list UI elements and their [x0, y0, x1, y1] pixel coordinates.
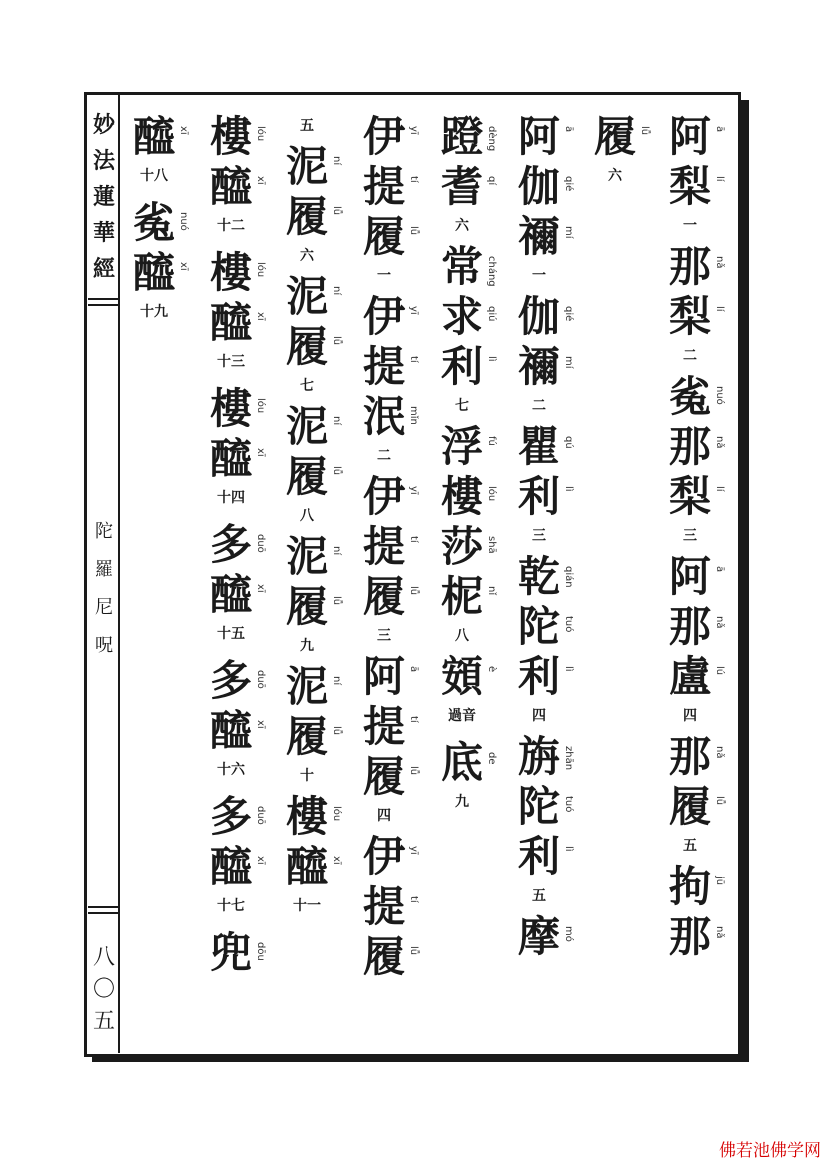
verse-number: 八 — [455, 628, 469, 644]
pinyin-annotation: duō — [255, 670, 266, 689]
dharani-char: 兜 — [209, 928, 252, 977]
verse-number: 五 — [683, 838, 697, 854]
dharani-char: 醯 — [209, 162, 252, 211]
pinyin-annotation: ní — [331, 676, 342, 686]
dharani-char: 伊 — [362, 112, 405, 161]
pinyin-annotation: lǚ — [331, 336, 342, 346]
dharani-char: 拘 — [668, 862, 711, 911]
verse-number: 五 — [532, 888, 546, 904]
pinyin-annotation: lǚ — [331, 596, 342, 606]
dharani-char: 泥 — [285, 402, 328, 451]
verse-number: 十四 — [217, 490, 245, 506]
dharani-char: 泯 — [362, 392, 405, 441]
spine-title-char: 經 — [92, 256, 115, 282]
pinyin-annotation: zhān — [563, 746, 574, 771]
verse-number: 一 — [532, 268, 546, 284]
dharani-char: 醯 — [285, 842, 328, 891]
pinyin-annotation: lì — [563, 846, 574, 852]
spine-rule-bottom-1 — [88, 906, 120, 908]
pinyin-annotation: lì — [486, 356, 497, 362]
dharani-char: 泥 — [285, 142, 328, 191]
verse-number: 十一 — [293, 898, 321, 914]
pinyin-annotation: lí — [714, 176, 725, 182]
pinyin-annotation: nǎ — [714, 926, 725, 939]
pinyin-annotation: dōu — [255, 942, 266, 961]
spine-section-char: 陀 — [95, 521, 113, 542]
pinyin-annotation: lǚ — [331, 726, 342, 736]
spine-page-char: 〇 — [92, 977, 115, 1002]
verse-number: 十二 — [217, 218, 245, 234]
dharani-char: 利 — [517, 832, 560, 881]
dharani-char: 多 — [209, 520, 252, 569]
pinyin-annotation: yī — [408, 126, 419, 135]
dharani-char: 醯 — [209, 298, 252, 347]
pinyin-annotation: lóu — [255, 398, 266, 414]
dharani-char: 利 — [440, 342, 483, 391]
verse-number: 三 — [532, 528, 546, 544]
pinyin-annotation: qián — [563, 566, 574, 588]
verse-number: 六 — [300, 248, 314, 264]
dharani-char: 履 — [668, 782, 711, 831]
verse-number: 十六 — [217, 762, 245, 778]
dharani-char: 柅 — [440, 572, 483, 621]
pinyin-annotation: lóu — [486, 486, 497, 502]
pinyin-annotation: lì — [563, 666, 574, 672]
verse-number: 三 — [377, 628, 391, 644]
dharani-char: 利 — [517, 652, 560, 701]
dharani-char: 履 — [285, 582, 328, 631]
dharani-char: 伊 — [362, 292, 405, 341]
verse-number: 二 — [532, 398, 546, 414]
dharani-char: 泥 — [285, 662, 328, 711]
dharani-char: 摩 — [517, 912, 560, 961]
pinyin-annotation: xī — [255, 584, 266, 593]
spine-section-char: 呪 — [95, 635, 113, 656]
spine-page-char: 五 — [92, 1009, 115, 1034]
spine-rule-top-2 — [88, 304, 120, 306]
pinyin-annotation: nǎ — [714, 256, 725, 269]
pinyin-annotation: dèng — [486, 126, 497, 152]
dharani-char: 陀 — [517, 782, 560, 831]
dharani-char: 履 — [362, 752, 405, 801]
pinyin-annotation: lú — [714, 666, 725, 676]
spine-title-char: 妙 — [92, 112, 115, 138]
dharani-char: 禰 — [517, 342, 560, 391]
pinyin-annotation: xī — [255, 856, 266, 865]
dharani-char: 阿 — [362, 652, 405, 701]
dharani-char: 蹬 — [440, 112, 483, 161]
pinyin-annotation: nuó — [178, 212, 189, 231]
verse-number: 十九 — [140, 304, 168, 320]
dharani-char: 阿 — [517, 112, 560, 161]
dharani-char: 那 — [668, 422, 711, 471]
pinyin-annotation: è — [486, 666, 497, 673]
dharani-char: 㝹 — [668, 372, 711, 421]
pinyin-annotation: mí — [563, 356, 574, 369]
pinyin-annotation: lǚ — [331, 206, 342, 216]
dharani-char: 樓 — [209, 248, 252, 297]
dharani-char: 浮 — [440, 422, 483, 471]
verse-number: 十七 — [217, 898, 245, 914]
verse-number: 四 — [377, 808, 391, 824]
pinyin-annotation: lí — [714, 306, 725, 312]
pinyin-annotation: ní — [331, 416, 342, 426]
pinyin-annotation: jū — [714, 876, 725, 886]
verse-number: 十八 — [140, 168, 168, 184]
pinyin-annotation: lóu — [331, 806, 342, 822]
pinyin-annotation: qié — [563, 306, 574, 322]
dharani-char: 多 — [209, 792, 252, 841]
pinyin-annotation: nǐ — [486, 586, 497, 596]
verse-number: 九 — [455, 794, 469, 810]
pinyin-annotation: lì — [563, 486, 574, 492]
pinyin-annotation: lǚ — [408, 766, 419, 776]
pinyin-annotation: nǎ — [714, 616, 725, 629]
pinyin-annotation: de — [486, 752, 497, 765]
dharani-char: 醯 — [209, 570, 252, 619]
dharani-char: 乾 — [517, 552, 560, 601]
dharani-char: 伽 — [517, 162, 560, 211]
verse-number: 七 — [300, 378, 314, 394]
dharani-char: 提 — [362, 342, 405, 391]
pinyin-annotation: yī — [408, 306, 419, 315]
pinyin-annotation: lǚ — [408, 226, 419, 236]
dharani-char: 梨 — [668, 162, 711, 211]
pinyin-annotation: duō — [255, 806, 266, 825]
pinyin-annotation: qú — [563, 436, 574, 449]
dharani-char: 泥 — [285, 272, 328, 321]
watermark: 佛若池佛学网 — [719, 1141, 821, 1161]
spine-section-char: 羅 — [95, 559, 113, 580]
pinyin-annotation: lóu — [255, 262, 266, 278]
pinyin-annotation: qiú — [486, 306, 497, 322]
verse-number: 七 — [455, 398, 469, 414]
pinyin-annotation: lí — [714, 486, 725, 492]
dharani-char: 樓 — [285, 792, 328, 841]
pinyin-annotation: lǚ — [714, 796, 725, 806]
dharani-char: 提 — [362, 522, 405, 571]
dharani-char: 履 — [362, 572, 405, 621]
pinyin-annotation: lǚ — [331, 466, 342, 476]
pinyin-annotation: xī — [331, 856, 342, 865]
dharani-char: 瞿 — [517, 422, 560, 471]
frame-shadow-bottom — [92, 1057, 749, 1062]
dharani-char: 醯 — [209, 842, 252, 891]
dharani-char: 禰 — [517, 212, 560, 261]
dharani-char: 旃 — [517, 732, 560, 781]
verse-number: 十五 — [217, 626, 245, 642]
pinyin-annotation: tí — [408, 896, 419, 903]
pinyin-annotation: qié — [563, 176, 574, 192]
pinyin-annotation: ní — [331, 156, 342, 166]
dharani-char: 那 — [668, 602, 711, 651]
pinyin-annotation: yī — [408, 486, 419, 495]
dharani-char: 那 — [668, 912, 711, 961]
dharani-char: 梨 — [668, 292, 711, 341]
dharani-char: 耆 — [440, 162, 483, 211]
pinyin-annotation: tí — [408, 536, 419, 543]
dharani-char: 求 — [440, 292, 483, 341]
dharani-char: 履 — [593, 112, 636, 161]
pinyin-annotation: nǎ — [714, 746, 725, 759]
dharani-char: 阿 — [668, 112, 711, 161]
pinyin-annotation: shā — [486, 536, 497, 554]
dharani-char: 伽 — [517, 292, 560, 341]
spine-title-char: 蓮 — [92, 184, 115, 210]
dharani-char: 履 — [285, 712, 328, 761]
pinyin-annotation: qí — [486, 176, 497, 186]
spine-rule-bottom-2 — [88, 912, 120, 914]
verse-number: 九 — [300, 638, 314, 654]
verse-number: 二 — [377, 448, 391, 464]
verse-number: 五 — [300, 118, 314, 134]
verse-number: 一 — [683, 218, 697, 234]
verse-number: 四 — [683, 708, 697, 724]
pinyin-annotation: tí — [408, 176, 419, 183]
pinyin-annotation: ní — [331, 286, 342, 296]
verse-number: 一 — [377, 268, 391, 284]
pinyin-annotation: yī — [408, 846, 419, 855]
verse-number: 六 — [608, 168, 622, 184]
pinyin-annotation: nǎ — [714, 436, 725, 449]
dharani-char: 㝹 — [132, 198, 175, 247]
dharani-char: 梨 — [668, 472, 711, 521]
pinyin-annotation: ā — [714, 126, 725, 133]
spine-page-char: 八 — [92, 945, 115, 970]
spine-title-char: 華 — [92, 220, 115, 246]
pinyin-annotation: tí — [408, 716, 419, 723]
verse-number: 八 — [300, 508, 314, 524]
dharani-char: 泥 — [285, 532, 328, 581]
dharani-char: 醯 — [132, 112, 175, 161]
verse-number: 六 — [455, 218, 469, 234]
spine-title-char: 法 — [92, 148, 115, 174]
dharani-char: 伊 — [362, 832, 405, 881]
pinyin-annotation: lǚ — [408, 946, 419, 956]
dharani-char: 多 — [209, 656, 252, 705]
pinyin-annotation: ā — [408, 666, 419, 673]
verse-number: 四 — [532, 708, 546, 724]
pinyin-annotation: xī — [255, 448, 266, 457]
page-frame — [84, 92, 741, 1057]
pinyin-annotation: tuó — [563, 796, 574, 813]
pinyin-annotation: nuó — [714, 386, 725, 405]
frame-shadow-right — [741, 100, 749, 1062]
dharani-char: 醯 — [132, 248, 175, 297]
verse-number: 三 — [683, 528, 697, 544]
pinyin-annotation: ā — [563, 126, 574, 133]
pinyin-annotation: ā — [714, 566, 725, 573]
dharani-char: 底 — [440, 738, 483, 787]
pinyin-annotation: xī — [255, 312, 266, 321]
dharani-char: 履 — [285, 322, 328, 371]
pinyin-annotation: mí — [563, 226, 574, 239]
pinyin-annotation: xī — [178, 126, 189, 135]
dharani-char: 履 — [285, 452, 328, 501]
pinyin-annotation: lóu — [255, 126, 266, 142]
dharani-char: 履 — [285, 192, 328, 241]
dharani-char: 履 — [362, 212, 405, 261]
verse-number: 十 — [300, 768, 314, 784]
dharani-char: 醯 — [209, 434, 252, 483]
dharani-char: 利 — [517, 472, 560, 521]
dharani-char: 陀 — [517, 602, 560, 651]
dharani-char: 伊 — [362, 472, 405, 521]
verse-number: 二 — [683, 348, 697, 364]
pinyin-annotation: xī — [255, 176, 266, 185]
dharani-char: 樓 — [209, 112, 252, 161]
pinyin-annotation: cháng — [486, 256, 497, 287]
dharani-char: 樓 — [440, 472, 483, 521]
dharani-char: 莎 — [440, 522, 483, 571]
pinyin-annotation: xī — [178, 262, 189, 271]
pinyin-annotation: mǐn — [408, 406, 419, 425]
dharani-char: 那 — [668, 242, 711, 291]
verse-number: 十三 — [217, 354, 245, 370]
pinyin-annotation: tí — [408, 356, 419, 363]
pinyin-annotation: ní — [331, 546, 342, 556]
dharani-char: 提 — [362, 882, 405, 931]
dharani-char: 盧 — [668, 652, 711, 701]
pinyin-annotation: lǚ — [408, 586, 419, 596]
dharani-char: 醯 — [209, 706, 252, 755]
dharani-char: 樓 — [209, 384, 252, 433]
pinyin-annotation: tuó — [563, 616, 574, 633]
verse-number: 過音 — [448, 708, 476, 724]
dharani-char: 那 — [668, 732, 711, 781]
spine-rule-top-1 — [88, 298, 120, 300]
dharani-char: 阿 — [668, 552, 711, 601]
pinyin-annotation: duō — [255, 534, 266, 553]
pinyin-annotation: lǚ — [639, 126, 650, 136]
dharani-char: 履 — [362, 932, 405, 981]
spine-section-char: 尼 — [95, 597, 113, 618]
dharani-char: 頞 — [440, 652, 483, 701]
pinyin-annotation: xī — [255, 720, 266, 729]
pinyin-annotation: mó — [563, 926, 574, 942]
dharani-char: 提 — [362, 702, 405, 751]
pinyin-annotation: fú — [486, 436, 497, 446]
dharani-char: 常 — [440, 242, 483, 291]
dharani-char: 提 — [362, 162, 405, 211]
